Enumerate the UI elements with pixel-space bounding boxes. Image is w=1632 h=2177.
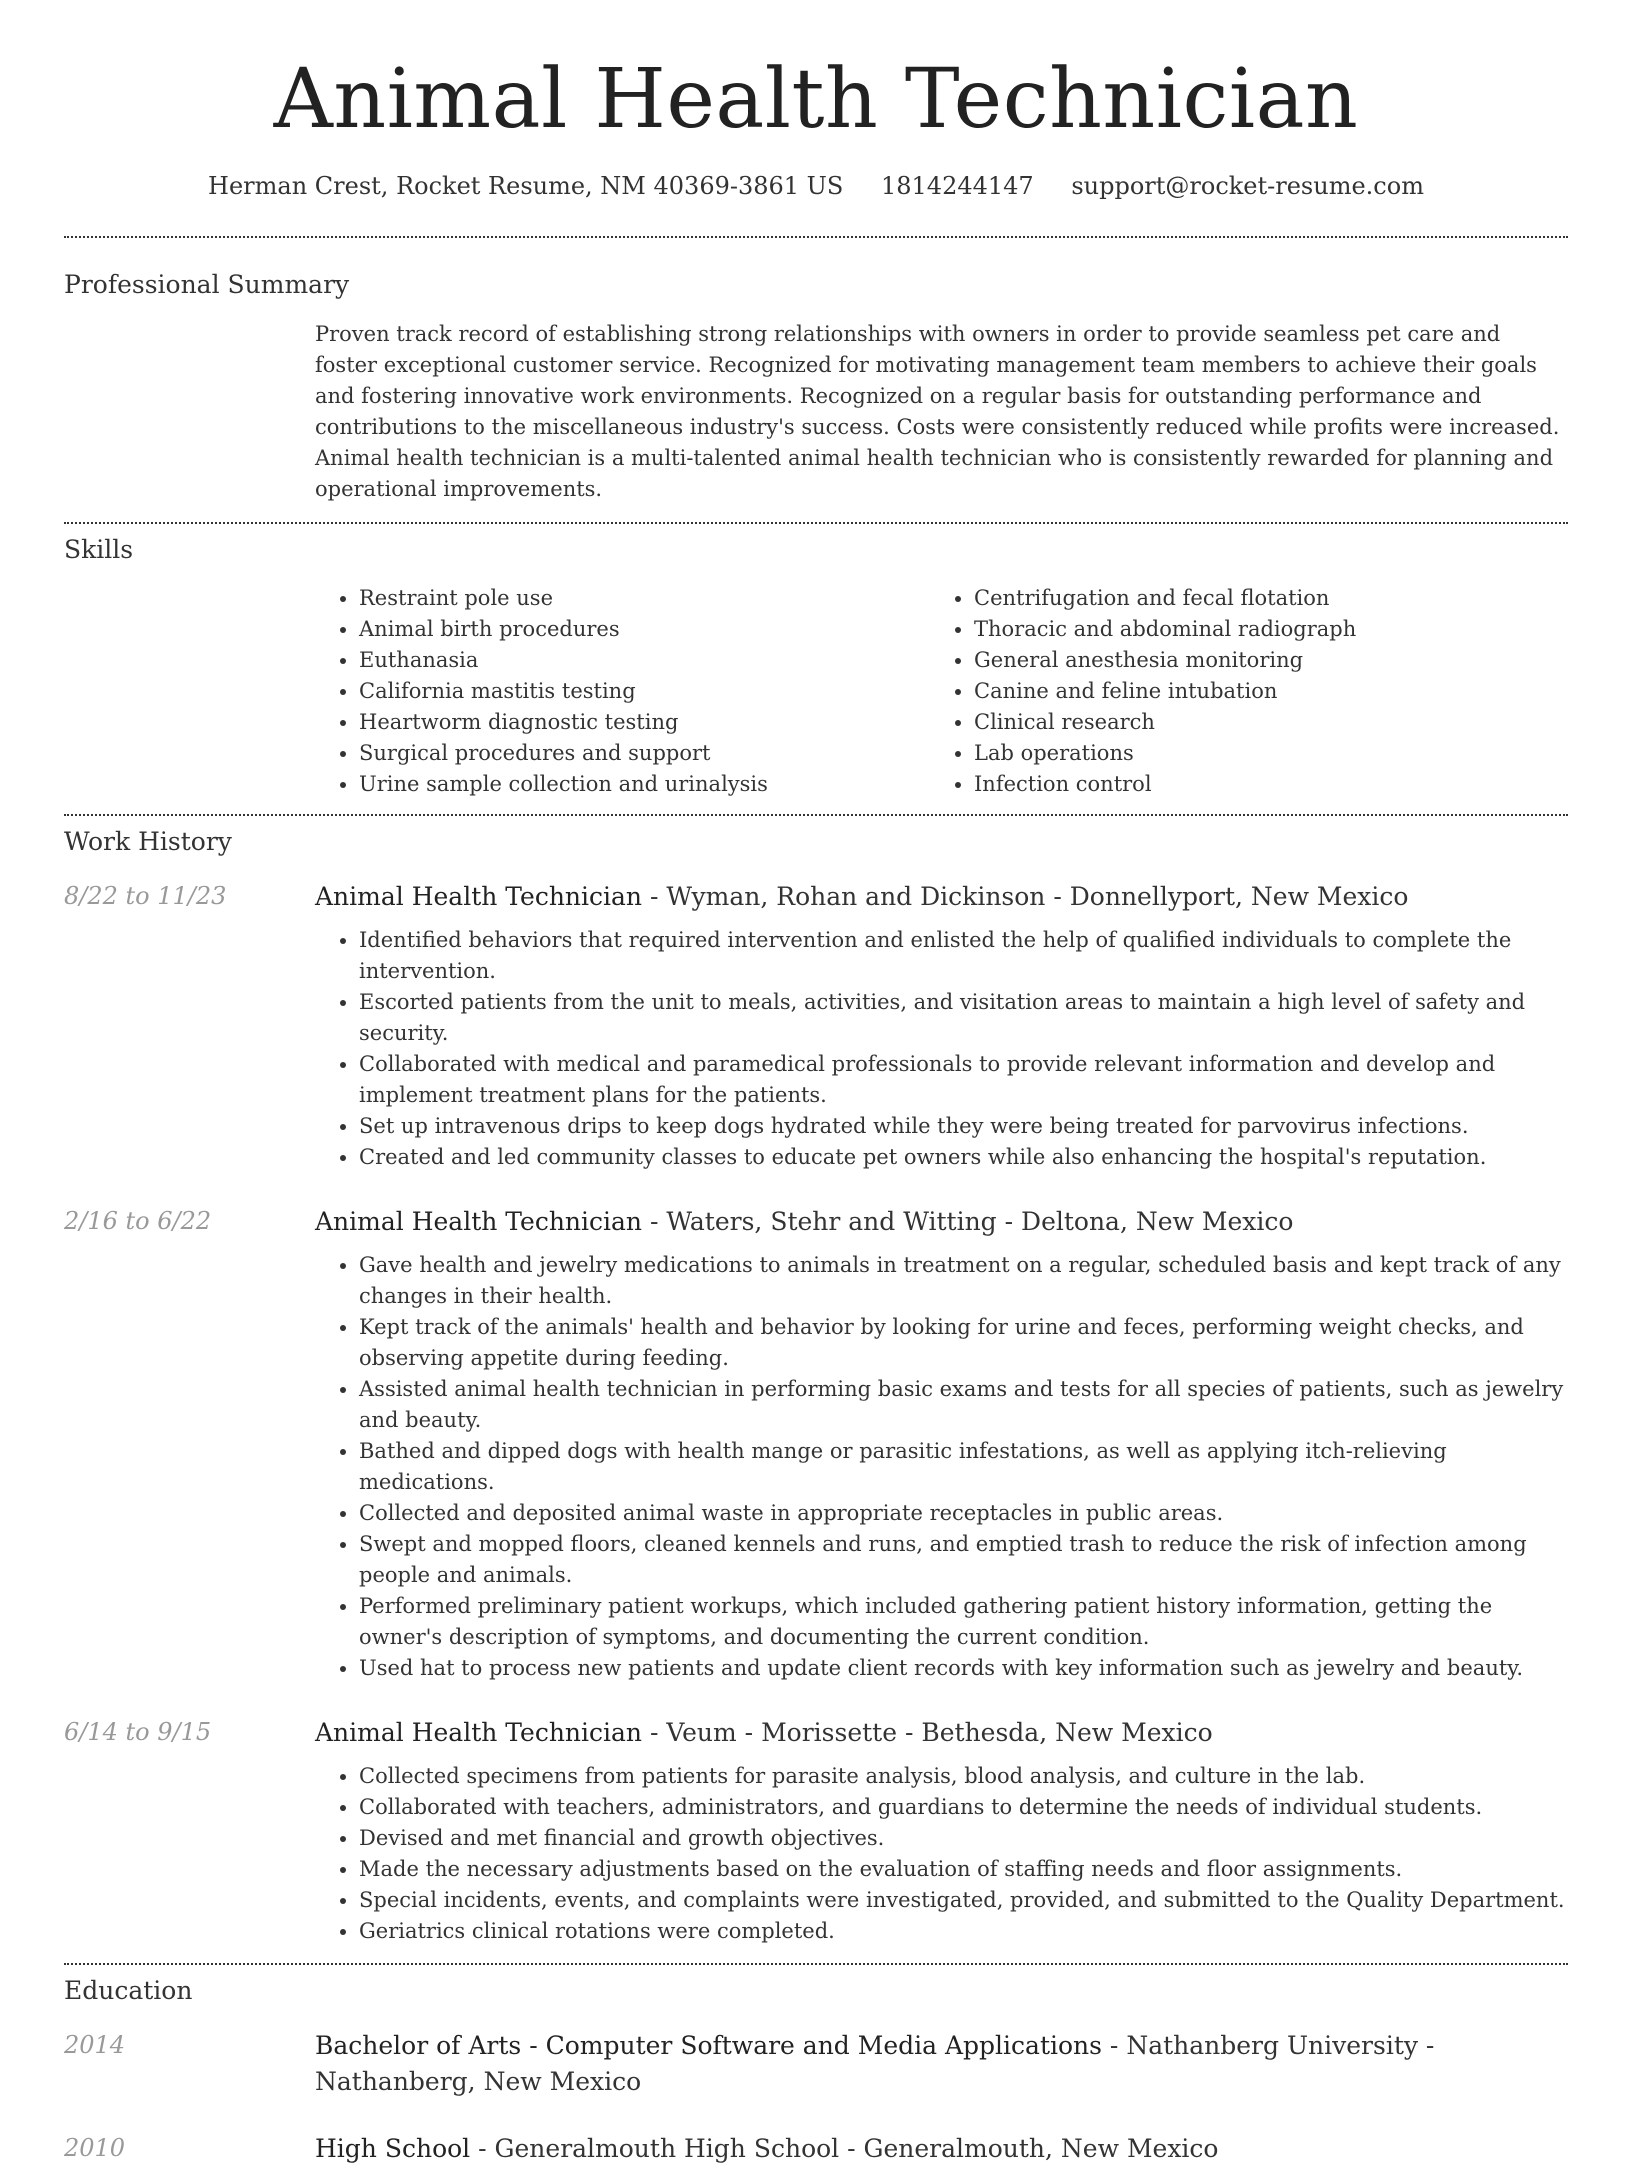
skill-item: • Centrifugation and fecal flotation	[974, 583, 1545, 614]
summary-section	[64, 238, 1568, 522]
summary-text: Proven track record of establishing strong relationships with owners in order to provide seamless pet care and foster exceptional customer service. Recognized for motivating management team members to achieve their goals and fostering innovative work environments. Recognized on a regular basis for outstanding performance and contributions to the miscellaneous industry's success. Costs were consistently reduced while profits were increased. Animal health technician is a multi-talented animal health technician who is consistently rewarded for planning and operational improvements.	[315, 322, 1560, 501]
job-bullet: • Gave health and jewelry medications to animals in treatment on a regular, scheduled basis and kept track of any changes in their health.	[359, 1250, 1568, 1312]
job-bullet: • Devised and met financial and growth objectives.	[359, 1823, 1568, 1854]
education-year: 2014	[64, 2031, 126, 2059]
job-details	[315, 1204, 1568, 1684]
education-school-location: - Generalmouth High School - Generalmouth, New Mexico	[470, 2134, 1219, 2163]
job-role: Animal Health Technician	[315, 1718, 643, 1747]
education-details	[315, 2028, 1568, 2110]
contact-address: Herman Crest, Rocket Resume, NM 40369-3861 US	[208, 172, 844, 200]
job-bullet: • Created and led community classes to educate pet owners while also enhancing the hospital's reputation.	[359, 1142, 1568, 1173]
skill-item: • Clinical research	[974, 707, 1545, 738]
job-employer-location: - Veum - Morissette - Bethesda, New Mexico	[642, 1718, 1213, 1747]
skill-item: • Heartworm diagnostic testing	[359, 707, 930, 738]
job-bullet: • Collaborated with medical and paramedical professionals to provide relevant information and develop and implement treatment plans for the patients.	[359, 1049, 1568, 1111]
education-title-line	[315, 2131, 1568, 2167]
skills-body	[315, 583, 1568, 800]
job-employer-location: - Waters, Stehr and Witting - Deltona, New Mexico	[642, 1207, 1294, 1236]
job-bullet: • Used hat to process new patients and update client records with key information such as jewelry and beauty.	[359, 1653, 1568, 1684]
section-title-summary: Professional Summary	[64, 270, 350, 299]
education-school-location: - Nathanberg University - Nathanberg, New Mexico	[315, 2031, 1435, 2096]
job-dates: 2/16 to 6/22	[64, 1207, 212, 1235]
resume-header	[64, 0, 1568, 202]
skill-item: • Lab operations	[974, 738, 1545, 769]
job-bullet: • Kept track of the animals' health and behavior by looking for urine and feces, performing weight checks, and observing appetite during feeding.	[359, 1312, 1568, 1374]
education-details	[315, 2131, 1568, 2177]
skill-item: • Surgical procedures and support	[359, 738, 930, 769]
education-entry	[64, 2028, 1568, 2110]
skill-item: • California mastitis testing	[359, 676, 930, 707]
job-details	[315, 879, 1568, 1173]
skill-item: • Infection control	[974, 769, 1545, 800]
job-bullet: • Escorted patients from the unit to meals, activities, and visitation areas to maintain a high level of safety and security.	[359, 987, 1568, 1049]
education-entry	[64, 2131, 1568, 2177]
work-history-section	[64, 816, 1568, 1963]
contact-email: support@rocket-resume.com	[1071, 172, 1424, 200]
education-title-line	[315, 2028, 1568, 2100]
contact-line	[64, 170, 1568, 202]
job-bullet: • Bathed and dipped dogs with health mange or parasitic infestations, as well as applying itch-relieving medications.	[359, 1436, 1568, 1498]
skill-item: • Thoracic and abdominal radiograph	[974, 614, 1545, 645]
job-employer-location: - Wyman, Rohan and Dickinson - Donnellyport, New Mexico	[642, 882, 1409, 911]
job-bullets	[315, 1250, 1568, 1684]
education-year: 2010	[64, 2134, 126, 2162]
job-bullet: • Set up intravenous drips to keep dogs hydrated while they were being treated for parvovirus infections.	[359, 1111, 1568, 1142]
job-bullet: • Swept and mopped floors, cleaned kennels and runs, and emptied trash to reduce the risk of infection among people and animals.	[359, 1529, 1568, 1591]
job-bullet: • Made the necessary adjustments based on the evaluation of staffing needs and floor assignments.	[359, 1854, 1568, 1885]
summary-body	[315, 319, 1568, 505]
job-bullet: • Assisted animal health technician in performing basic exams and tests for all species of patients, such as jewelry and beauty.	[359, 1374, 1568, 1436]
job-bullet: • Identified behaviors that required intervention and enlisted the help of qualified individuals to complete the intervention.	[359, 925, 1568, 987]
education-degree: Bachelor of Arts - Computer Software and Media Applications	[315, 2031, 1102, 2060]
education-degree: High School	[315, 2134, 471, 2163]
job-title-line	[315, 1204, 1568, 1240]
skill-item: • Animal birth procedures	[359, 614, 930, 645]
section-title-education: Education	[64, 1976, 193, 2005]
job-role: Animal Health Technician	[315, 1207, 643, 1236]
job-bullet: • Collected and deposited animal waste in appropriate receptacles in public areas.	[359, 1498, 1568, 1529]
job-bullet: • Special incidents, events, and complaints were investigated, provided, and submitted to the Quality Department.	[359, 1885, 1568, 1916]
section-title-skills: Skills	[64, 535, 134, 564]
job-entry	[64, 1715, 1568, 1947]
job-details	[315, 1715, 1568, 1947]
job-bullet: • Collaborated with teachers, administrators, and guardians to determine the needs of individual students.	[359, 1792, 1568, 1823]
job-bullets	[315, 925, 1568, 1173]
job-entry	[64, 879, 1568, 1173]
job-title-line	[315, 1715, 1568, 1751]
job-bullet: • Collected specimens from patients for parasite analysis, blood analysis, and culture in the lab.	[359, 1761, 1568, 1792]
skills-list-right	[930, 583, 1545, 800]
skills-columns	[315, 583, 1568, 800]
skills-section	[64, 524, 1568, 814]
skill-item: • Restraint pole use	[359, 583, 930, 614]
job-title-line	[315, 879, 1568, 915]
job-dates: 6/14 to 9/15	[64, 1718, 212, 1746]
skill-item: • General anesthesia monitoring	[974, 645, 1545, 676]
skill-item: • Urine sample collection and urinalysis	[359, 769, 930, 800]
job-bullets	[315, 1761, 1568, 1947]
job-dates: 8/22 to 11/23	[64, 882, 227, 910]
job-role: Animal Health Technician	[315, 882, 643, 911]
section-title-work-history: Work History	[64, 827, 232, 856]
job-entry	[64, 1204, 1568, 1684]
job-bullet: • Geriatrics clinical rotations were completed.	[359, 1916, 1568, 1947]
skills-list-left	[315, 583, 930, 800]
skill-item: • Euthanasia	[359, 645, 930, 676]
contact-phone: 1814244147	[880, 172, 1034, 200]
skill-item: • Canine and feline intubation	[974, 676, 1545, 707]
education-section	[64, 1965, 1568, 2177]
candidate-name: Animal Health Technician	[273, 52, 1359, 147]
job-bullet: • Performed preliminary patient workups, which included gathering patient history information, getting the owner's description of symptoms, and documenting the current condition.	[359, 1591, 1568, 1653]
